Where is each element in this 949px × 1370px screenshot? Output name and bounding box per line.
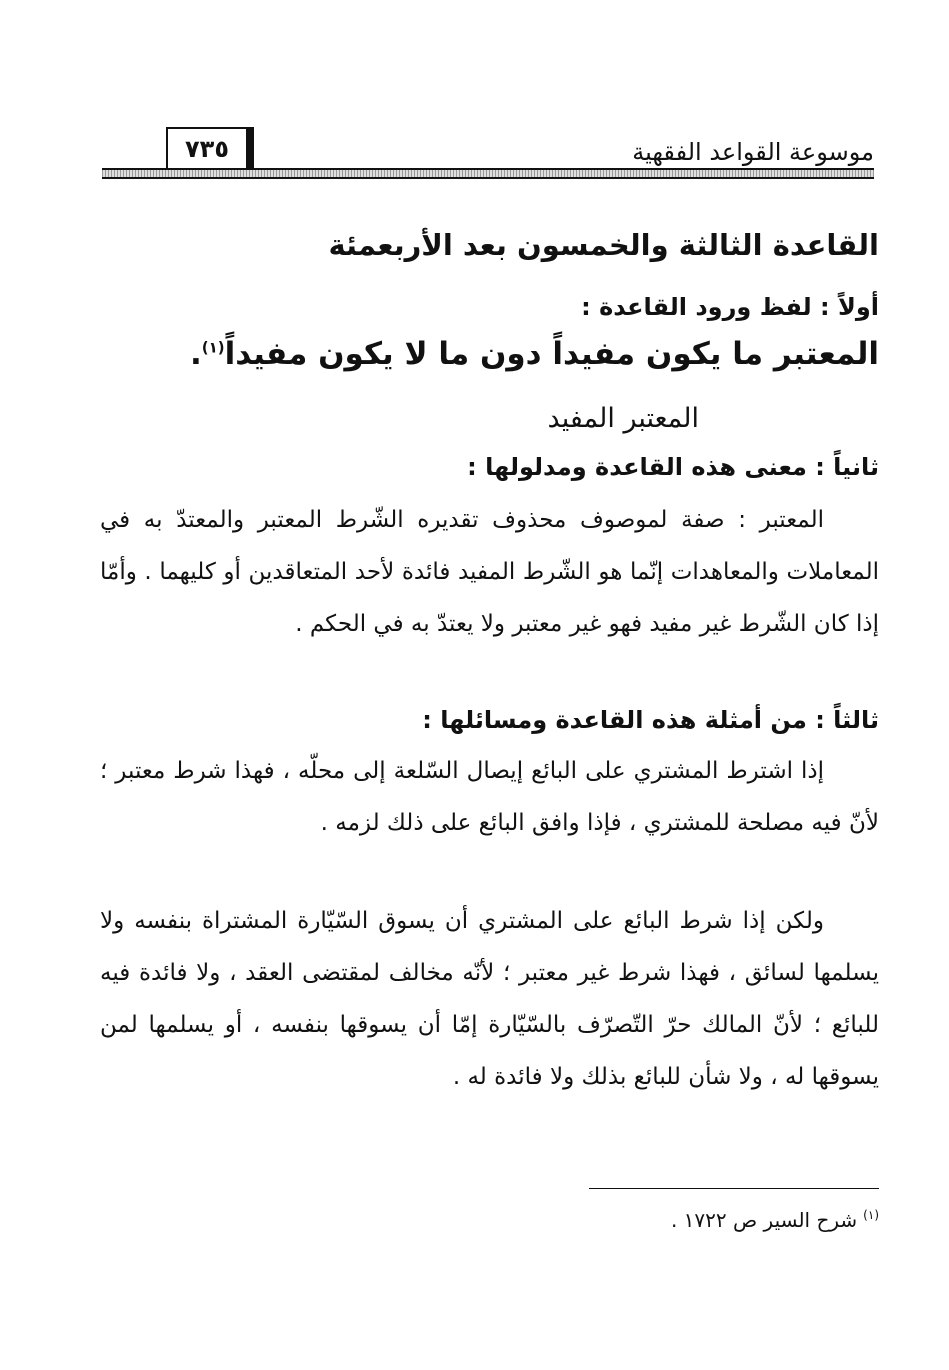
- example-paragraph-2: ولكن إذا شرط البائع على المشتري أن يسوق السّيّارة المشتراة بنفسه ولا يسلمها لسائق ، فهذا شرط غير معتبر ؛ لأنّه مخالف لمقتضى العقد ، ولا فائدة فيه للبائع ؛ لأنّ المالك حرّ التّصرّف بالسّيّارة إمّا أن يسوقها بنفسه ، أو يسلمها لمن يسوقها له ، ولا شأن للبائع بذلك ولا فائدة له .: [100, 908, 879, 1090]
- keyword: المعتبر المفيد: [547, 403, 699, 434]
- header-rule: [102, 168, 874, 179]
- footnote: [100, 1208, 879, 1232]
- principle-statement: المعتبر ما يكون مفيداً دون ما لا يكون مفيداً: [224, 336, 879, 372]
- page-number: ٧٣٥: [166, 127, 254, 169]
- rule-title: القاعدة الثالثة والخمسون بعد الأربعمئة: [328, 228, 879, 262]
- section-heading-1: أولاً : لفظ ورود القاعدة :: [581, 293, 879, 321]
- footnote-separator: [589, 1188, 879, 1189]
- section-heading-2: ثانياً : معنى هذه القاعدة ومدلولها :: [467, 453, 879, 481]
- running-title: موسوعة القواعد الفقهية: [632, 138, 874, 166]
- meaning-paragraph: المعتبر : صفة لموصوف محذوف تقديره الشّرط المعتبر والمعتدّ به في المعاملات والمعاهدات إنّما هو الشّرط المفيد فائدة لأحد المتعاقدين أو كليهما . وأمّا إذا كان الشّرط غير مفيد فهو غير معتبر ولا يعتدّ به في الحكم .: [100, 507, 879, 637]
- footnote-marker: (١): [863, 1208, 879, 1223]
- principle-footnote-marker: (١): [201, 338, 225, 357]
- principle-end-mark: .: [189, 336, 202, 372]
- example-paragraph-1: إذا اشترط المشتري على البائع إيصال السّلعة إلى محلّه ، فهذا شرط معتبر ؛ لأنّ فيه مصلحة للمشتري ، فإذا وافق البائع على ذلك لزمه .: [100, 758, 879, 836]
- section-heading-3: ثالثاً : من أمثلة هذه القاعدة ومسائلها :: [422, 706, 879, 734]
- principle-text: [100, 336, 879, 372]
- footnote-text: شرح السير ص ١٧٢٢ .: [670, 1208, 858, 1232]
